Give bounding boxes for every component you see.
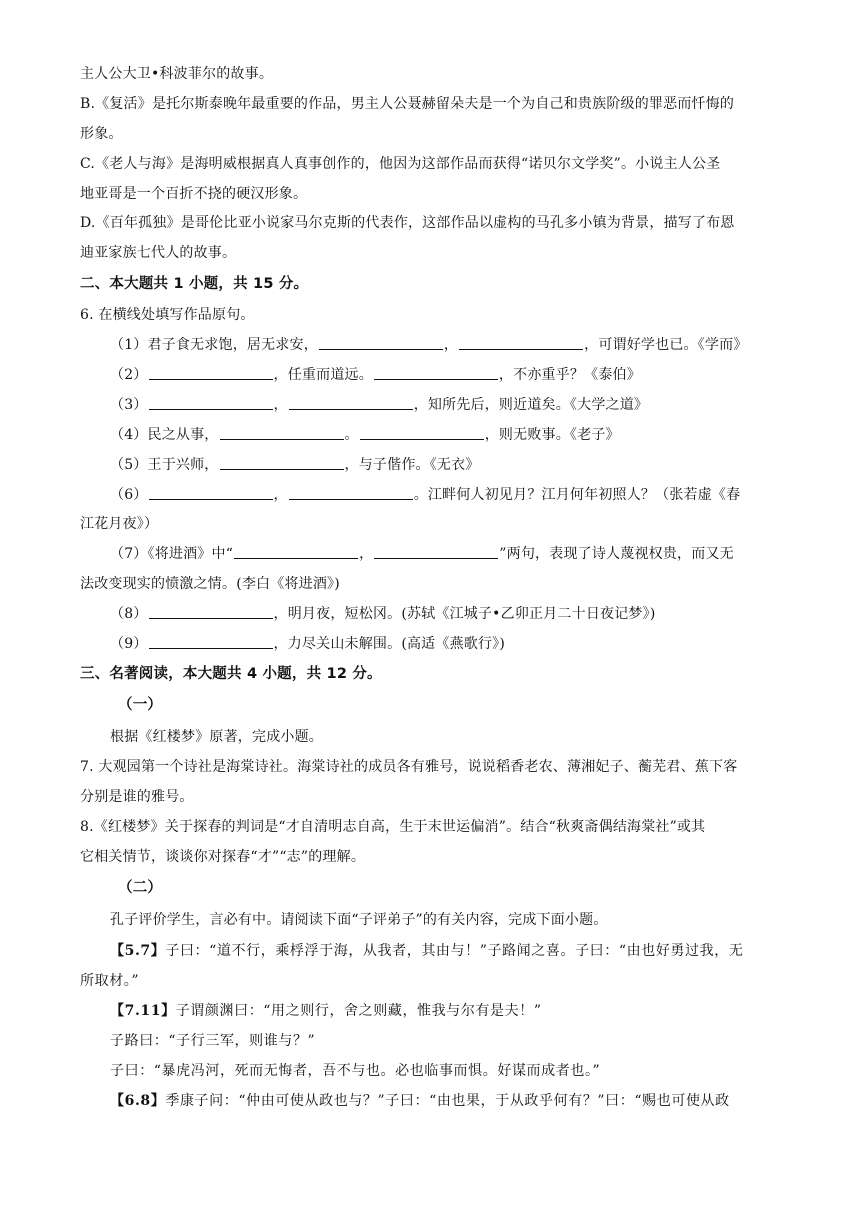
fill-item-8 [110, 604, 656, 624]
question-7-line2: 分别是谁的雅号。 [80, 789, 194, 805]
passage-text: 季康子问：“仲由可使从政也与？”子曰：“由也果，于从政乎何有？”曰：“赐也可使从政 [165, 1093, 730, 1109]
answer-blank[interactable] [149, 485, 273, 500]
option-c-line2: 地亚哥是一个百折不挠的硬汉形象。 [80, 186, 308, 202]
option-c-line1: C.《老人与海》是海明威根据真人真事创作的，他因为这部作品而获得“诺贝尔文学奖”。小说主人公圣 [80, 156, 721, 172]
fill-item-5-text-a: （5）王于兴师， [110, 457, 219, 473]
passage-tag: 【6.8】 [110, 1093, 166, 1109]
fill-item-5 [110, 455, 480, 475]
fill-item-3 [110, 395, 648, 415]
option-d-line1: D.《百年孤独》是哥伦比亚小说家马尔克斯的代表作，这部作品以虚构的马孔多小镇为背景，描写了布恩 [80, 215, 735, 231]
answer-blank[interactable] [234, 544, 358, 559]
fill-item-9 [110, 634, 505, 654]
fill-item-6-line2: 江花月夜》） [80, 516, 159, 532]
fill-item-6 [110, 485, 740, 505]
subsection-2-intro: 孔子评价学生，言必有中。请阅读下面“子评弟子”的有关内容，完成下面小题。 [110, 912, 608, 928]
fill-item-1-text-b: ， [443, 337, 459, 353]
passage-7-11-line1 [110, 1001, 542, 1021]
passage-tag: 【5.7】 [110, 943, 166, 959]
fill-item-2 [110, 365, 641, 385]
fill-item-1 [110, 335, 748, 355]
fill-item-3-text-a: （3） [110, 397, 148, 413]
answer-blank[interactable] [289, 395, 413, 410]
question-7-line1: 7. 大观园第一个诗社是海棠诗社。海棠诗社的成员各有雅号，说说稻香老农、薄湘妃子、蘅芜君、蕉下客 [80, 759, 738, 775]
passage-5-7-line2: 所取材。” [80, 973, 140, 989]
passage-tag: 【7.11】 [110, 1003, 176, 1019]
answer-blank[interactable] [319, 335, 443, 350]
answer-blank[interactable] [220, 455, 344, 470]
fill-item-4-text-a: （4）民之从事， [110, 427, 219, 443]
fill-item-7-line2: 法改变现实的愤激之情。(李白《将进酒》) [80, 576, 340, 592]
fill-item-6-text-b: ， [273, 487, 288, 503]
question-8-line1: 8.《红楼梦》关于探春的判词是“才自清明志自高，生于末世运偏消”。结合“秋爽斋偶结海棠社”或其 [80, 819, 706, 835]
option-d-line2: 迪亚家族七代人的故事。 [80, 245, 237, 261]
fill-item-1-text-a: （1）君子食无求饱，居无求安， [110, 337, 318, 353]
answer-blank[interactable] [220, 425, 344, 440]
option-b-line1: B.《复活》是托尔斯泰晚年最重要的作品，男主人公聂赫留朵夫是一个为自己和贵族阶级的罪恶而忏悔的 [80, 96, 735, 112]
fill-item-3-text-c: ，知所先后，则近道矣。《大学之道》 [413, 397, 649, 413]
answer-blank[interactable] [374, 544, 498, 559]
fill-item-7-text-b: ， [359, 546, 374, 562]
answer-blank[interactable] [149, 395, 273, 410]
answer-blank[interactable] [149, 365, 273, 380]
fill-item-6-text-c: 。江畔何人初见月？江月何年初照人？（张若虚《春 [413, 487, 741, 503]
answer-blank[interactable] [149, 634, 273, 649]
passage-7-11-line2: 子路曰：“子行三军，则谁与？” [110, 1033, 316, 1049]
fill-item-8-text-b: ，明月夜，短松冈。(苏轼《江城子•乙卯正月二十日夜记梦》) [273, 606, 656, 622]
option-a-tail: 主人公大卫•科波菲尔的故事。 [80, 66, 274, 82]
answer-blank[interactable] [374, 365, 498, 380]
fill-item-4 [110, 425, 620, 445]
fill-item-5-text-b: ，与子偕作。《无衣》 [344, 457, 480, 473]
section-3-heading: 三、名著阅读，本大题共 4 小题，共 12 分。 [80, 666, 382, 682]
fill-item-9-text-b: ，力尽关山未解围。(高适《燕歌行》) [273, 636, 506, 652]
question-8-line2: 它相关情节，谈谈你对探春“才”“志”的理解。 [80, 849, 366, 865]
subsection-1-intro: 根据《红楼梦》原著，完成小题。 [110, 729, 323, 745]
answer-blank[interactable] [459, 335, 583, 350]
answer-blank[interactable] [149, 604, 273, 619]
option-b-line2: 形象。 [80, 126, 123, 142]
answer-blank[interactable] [360, 425, 484, 440]
section-2-heading: 二、本大题共 1 小题，共 15 分。 [80, 276, 309, 292]
passage-text: 子曰：“道不行，乘桴浮于海，从我者，其由与！”子路闻之喜。子曰：“由也好勇过我，无 [165, 943, 744, 959]
answer-blank[interactable] [289, 485, 413, 500]
passage-5-7-line1 [110, 941, 743, 961]
fill-item-7-text-c: ”两句，表现了诗人蔑视权贵，而又无 [499, 546, 734, 562]
fill-item-2-text-a: （2） [110, 367, 148, 383]
passage-7-11-line3: 子曰：“暴虎冯河，死而无悔者，吾不与也。必也临事而惧。好谋而成者也。” [110, 1063, 601, 1079]
fill-item-4-text-b: 。 [344, 427, 359, 443]
fill-item-3-text-b: ， [273, 397, 288, 413]
fill-item-7-text-a: （7）《将进酒》中“ [110, 546, 234, 562]
fill-item-8-text-a: （8） [110, 606, 148, 622]
fill-item-2-text-b: ，任重而道远。 [273, 367, 373, 383]
question-6-prompt: 6. 在横线处填写作品原句。 [80, 307, 255, 323]
passage-text: 子谓颜渊曰：“用之则行，舍之则藏，惟我与尔有是夫！” [175, 1003, 542, 1019]
fill-item-9-text-a: （9） [110, 636, 148, 652]
fill-item-4-text-c: ，则无败事。《老子》 [484, 427, 620, 443]
fill-item-6-text-a: （6） [110, 487, 148, 503]
subsection-1-label: （一） [118, 697, 163, 713]
fill-item-1-text-c: ，可谓好学也已。《学而》 [584, 337, 748, 353]
fill-item-2-text-c: ，不亦重乎？《泰伯》 [498, 367, 641, 383]
fill-item-7 [110, 544, 734, 564]
passage-6-8-line1 [110, 1091, 730, 1111]
subsection-2-label: （二） [118, 880, 163, 896]
